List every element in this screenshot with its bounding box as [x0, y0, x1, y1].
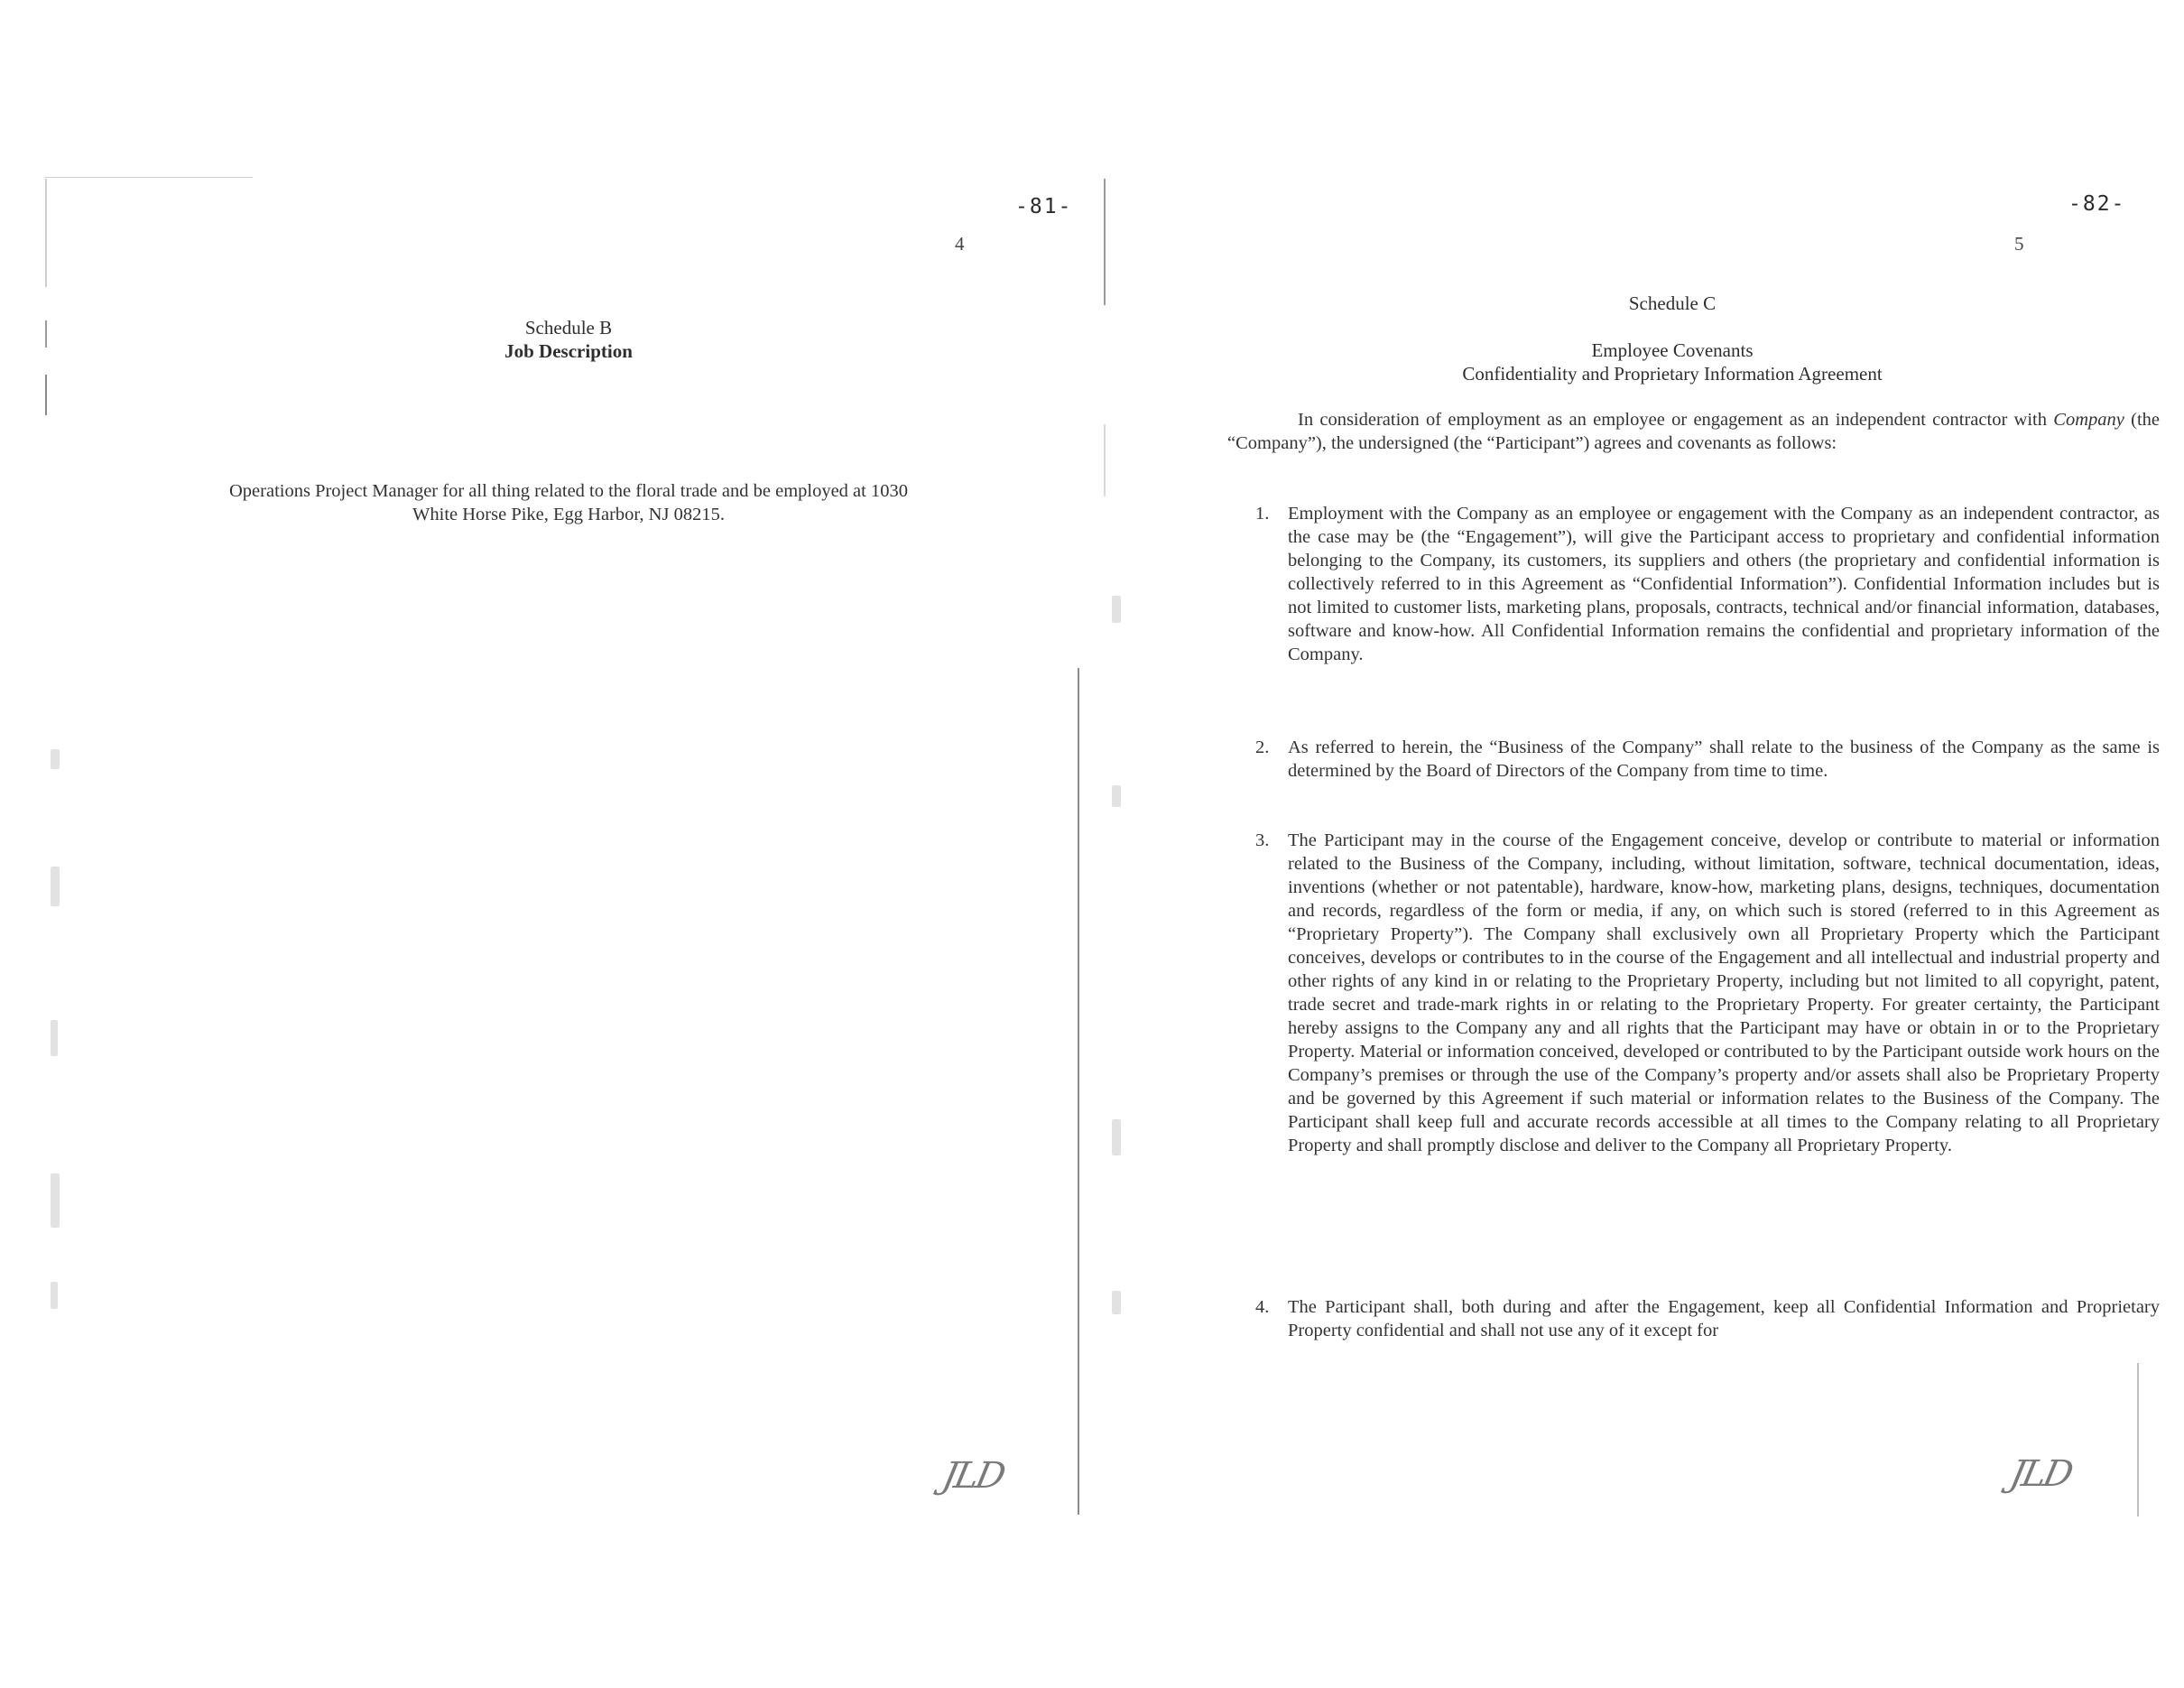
scan-speck — [51, 1173, 60, 1228]
scan-edge-left — [45, 179, 47, 287]
covenant-item — [1255, 829, 2160, 1157]
covenant-item-number: 4. — [1255, 1297, 1270, 1317]
page-fold-line — [1078, 668, 1079, 1515]
handwritten-initials: JLD — [2006, 1453, 2075, 1495]
covenant-item — [1255, 736, 2160, 783]
intro-text-before-company: In consideration of employment as an employee or engagement as an independent contractor with — [1298, 410, 2047, 430]
covenant-item-text: Employment with the Company as an employee or engagement with the Company as an independent contractor, as the case may be (the “Engagement”), will give the Participant access to proprietary and confidential information belonging to the Company, its customers, its suppliers and others (the proprietary and confidential information is collectively referred to in this Agreement as “Confidential Information”). Confidential Information includes but is not limited to customer lists, marketing plans, proposals, contracts, technical and/or financial information, databases, software and know-how. All Confidential Information remains the confidential and proprietary information of the Company. — [1288, 504, 2160, 664]
covenant-item-number: 1. — [1255, 504, 1270, 524]
job-description-line: Operations Project Manager for all thing related to the floral trade and be employed at 1030 — [229, 481, 908, 501]
scan-speck — [1112, 596, 1121, 623]
scan-speck — [1112, 785, 1121, 807]
covenant-item-number: 3. — [1255, 830, 1270, 850]
page-stamp-number: -82- — [2068, 192, 2126, 216]
covenant-item-text: The Participant may in the course of the Engagement conceive, develop or contribute to material or information related to the Business of the Company, including, without limitation, software, technical documentation, ideas, inventions (whether or not patentable), hardware, know-how, marketing plans, designs, techniques, documentation and records, regardless of the form or media, if any, on which such is stored (referred to in this Agreement as “Proprietary Property”). The Company shall exclusively own all Proprietary Property which the Participant conceives, develops or contributes to in the course of the Engagement and all intellectual and industrial property and other rights of any kind in or relating to the Proprietary Property, including but not limited to all copyright, patent, trade secret and trade-mark rights in or relating to the Proprietary Property. For greater certainty, the Participant hereby assigns to the Company any and all rights that the Participant may have or obtain in or to the Proprietary Property. Material or information conceived, developed or contributed to by the Participant outside work hours on the Company’s premises or through the use of the Company’s property and/or assets shall also be Proprietary Property and be governed by this Agreement if such material or information relates to the Business of the Company. The Participant shall keep full and accurate records accessible at all times to the Company relating to all Proprietary Property and shall promptly disclose and deliver to the Company all Proprietary Property. — [1288, 830, 2160, 1155]
scan-speck — [51, 867, 60, 906]
scan-speck — [51, 1282, 58, 1309]
schedule-heading — [388, 316, 749, 363]
agreement-intro-paragraph — [1227, 408, 2160, 455]
handwritten-initials: JLD — [939, 1455, 1007, 1497]
covenant-item-number: 2. — [1255, 737, 1270, 757]
scan-edge-right — [2137, 1363, 2139, 1516]
page-number: 4 — [955, 233, 965, 255]
intro-company-placeholder: Company — [2053, 410, 2124, 430]
scan-speck — [1112, 1119, 1121, 1155]
agreement-heading-line: Employee Covenants — [1591, 339, 1754, 361]
schedule-title: Schedule C — [1628, 292, 1717, 314]
covenant-item-text: As referred to herein, the “Business of the Company” shall relate to the business of the Company as the same is determined by the Board of Directors of the Company from time to time. — [1288, 737, 2160, 781]
scan-edge-left-dark-2 — [45, 320, 47, 348]
right-document-page — [1092, 0, 2184, 1688]
scan-edge-left-lower — [1104, 424, 1106, 496]
agreement-heading-line: Confidentiality and Proprietary Information Agreement — [1462, 363, 1883, 385]
covenant-item-text: The Participant shall, both during and after the Engagement, keep all Confidential Information and Proprietary Property confidential and shall not use any of it except for — [1288, 1297, 2160, 1340]
scan-speck — [51, 749, 60, 769]
covenant-item — [1255, 1295, 2160, 1342]
scan-edge-left — [1104, 179, 1106, 305]
scan-edge-top — [45, 177, 253, 178]
scan-edge-left-dark — [45, 375, 47, 415]
job-description-line: White Horse Pike, Egg Harbor, NJ 08215. — [412, 505, 725, 524]
page-number: 5 — [2014, 233, 2024, 255]
scan-speck — [51, 1020, 58, 1056]
scan-speck — [1112, 1291, 1121, 1314]
schedule-title: Schedule B — [524, 317, 613, 339]
page-stamp-number: -81- — [1015, 195, 1073, 218]
intro-text-after-company: (the “Company”), the undersigned (the “Participant”) agrees and covenants as follows: — [1227, 410, 2161, 453]
covenant-item — [1255, 502, 2160, 666]
job-description-text — [162, 479, 975, 526]
schedule-subtitle: Job Description — [504, 340, 633, 362]
agreement-heading — [1356, 339, 1988, 385]
